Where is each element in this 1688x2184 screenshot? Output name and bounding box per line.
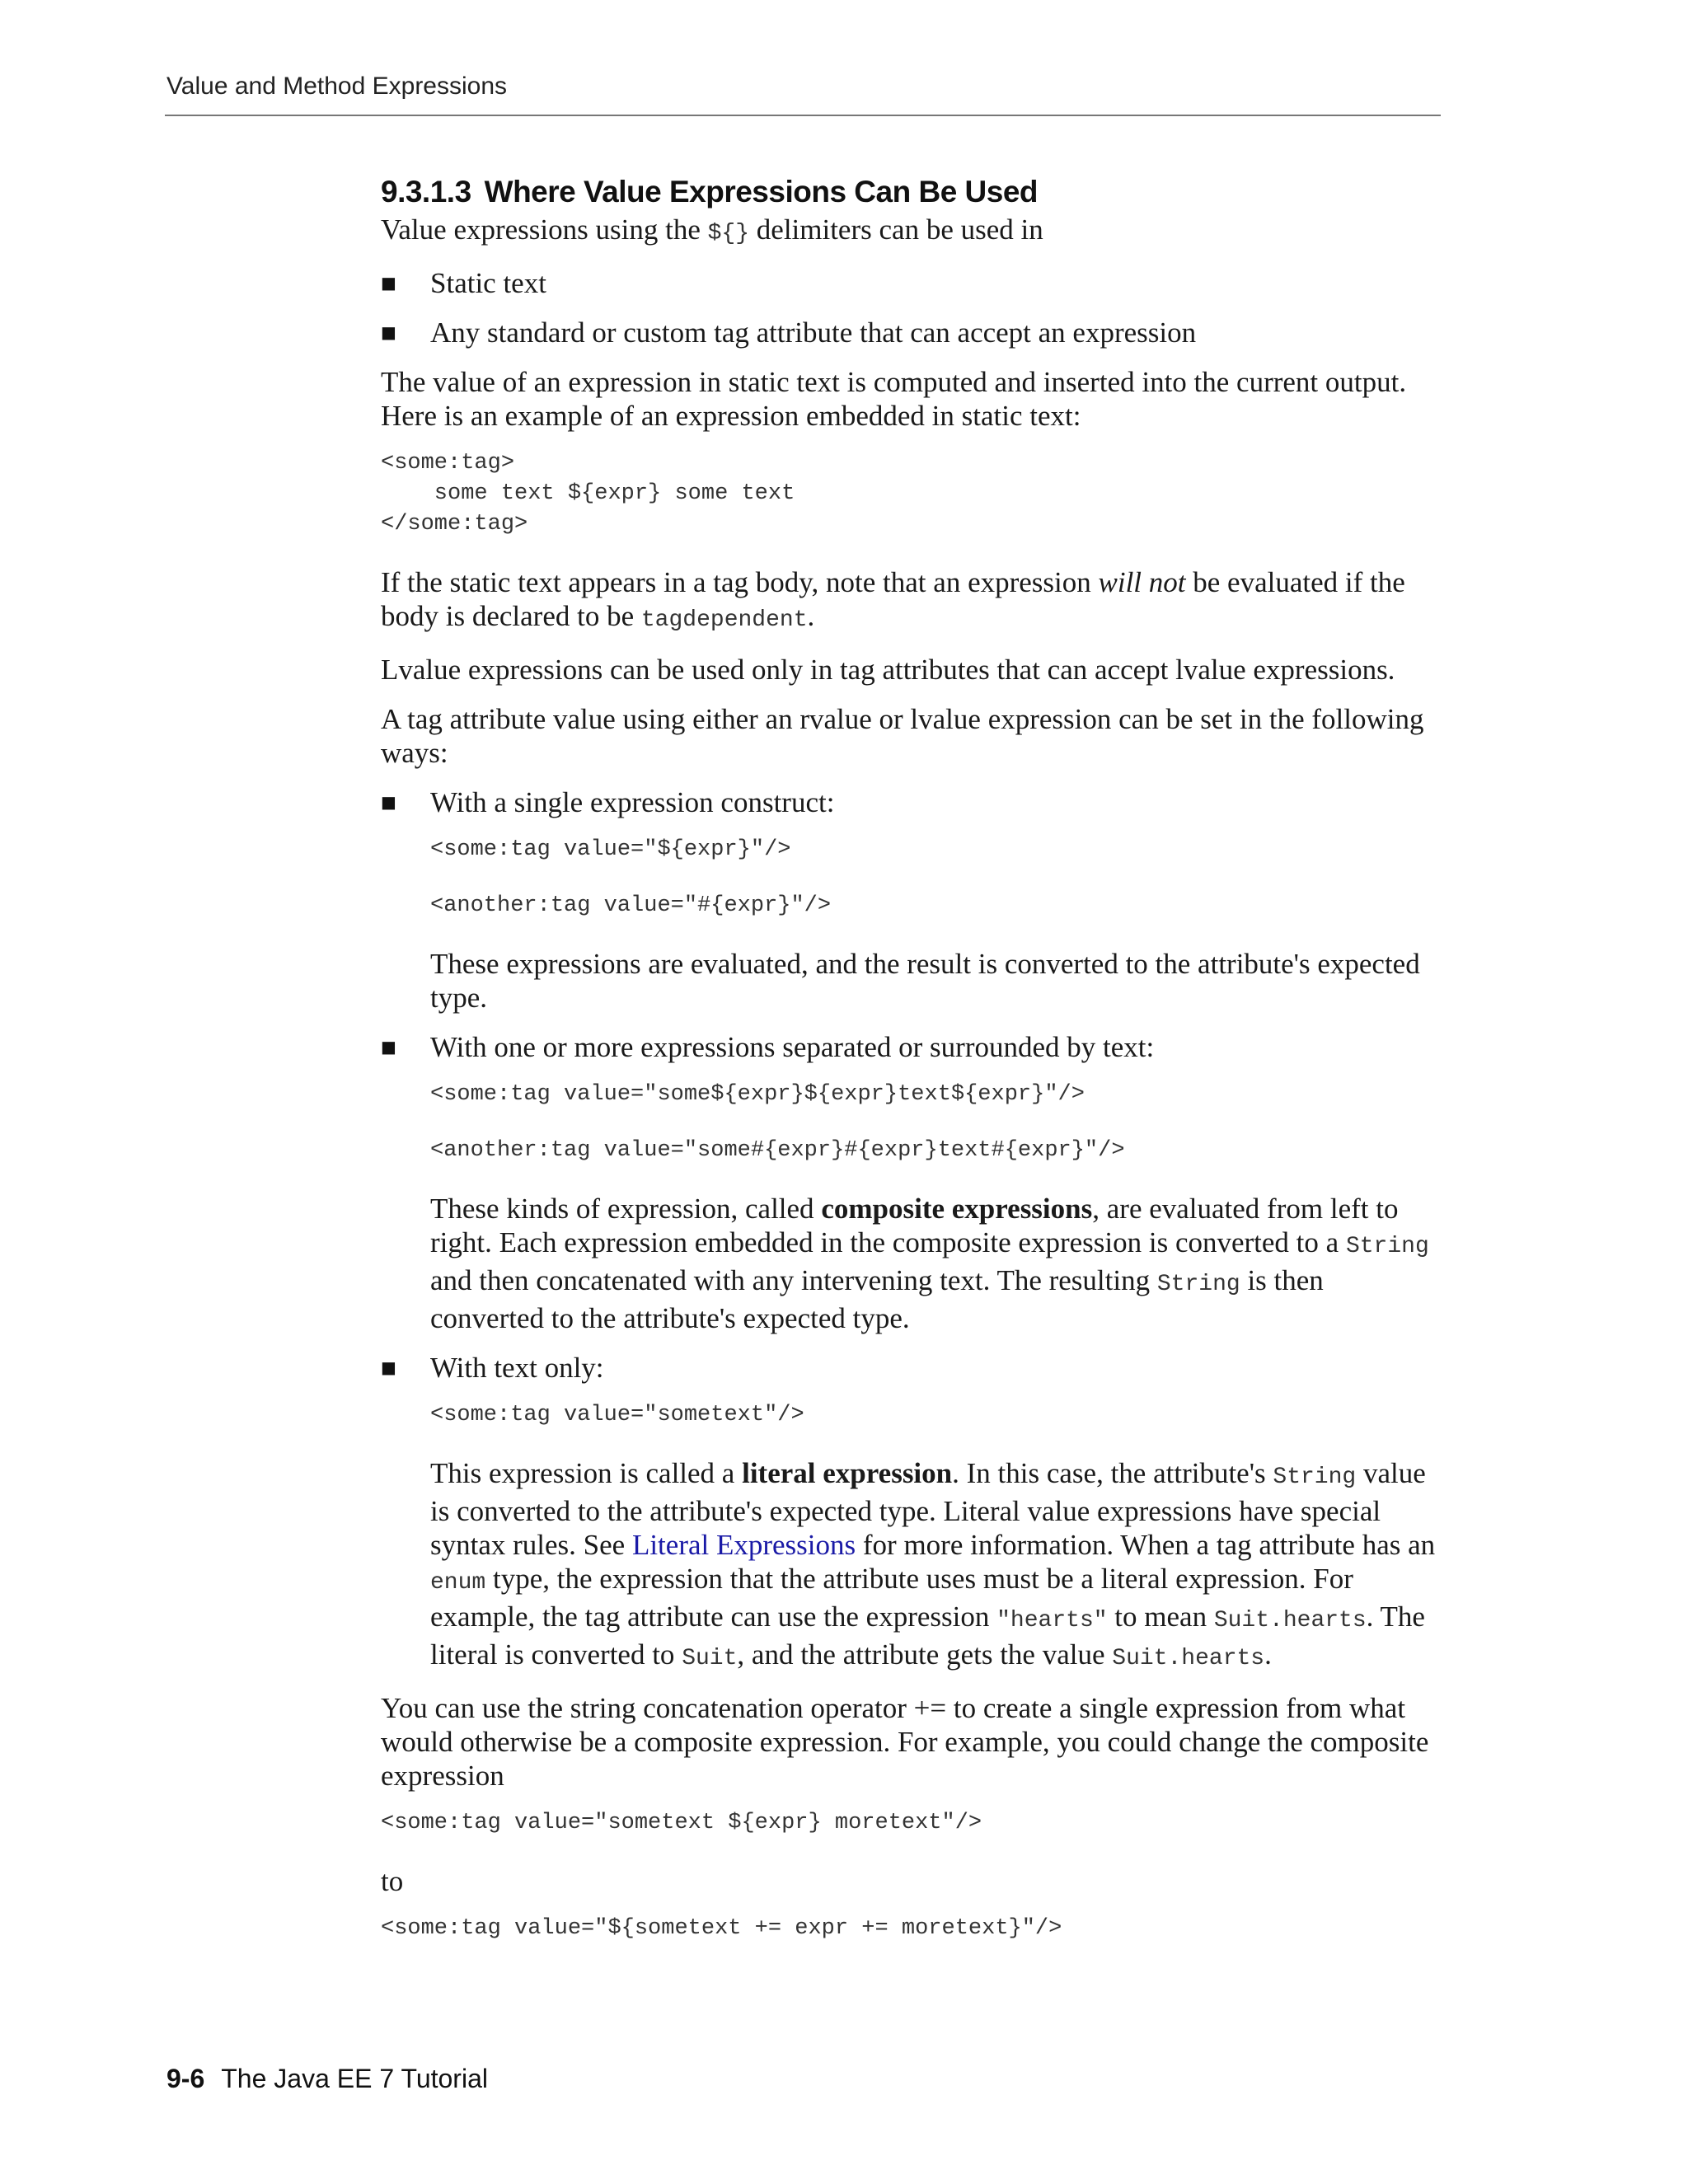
list-item-lead: With a single expression construct: (430, 786, 835, 818)
code-example: <some:tag value="some${expr}${expr}text${expr}"/> (430, 1082, 1085, 1107)
list-item-composite-expression (381, 1030, 1444, 1335)
inline-code: Suit (682, 1646, 738, 1671)
inline-code: tagdependent (640, 607, 808, 633)
text-span: type, the expression that the attribute uses must be a literal expression. For example, the tag attribute can use the expression (430, 1563, 1353, 1633)
list-item-single-expression (381, 785, 1444, 1015)
intro-text-end: delimiters can be used in (749, 213, 1043, 246)
list-item-text: Any standard or custom tag attribute that can accept an expression (430, 316, 1197, 349)
list-item-description (430, 1456, 1444, 1675)
intro-paragraph (381, 213, 1444, 251)
text-span: value is converted to the attribute's expected type. Literal value expressions have special syntax rules. See (430, 1457, 1426, 1561)
concat-paragraph: You can use the string concatenation operator += to create a single expression from what would otherwise be a composite expression. For example, you could change the composite expression (381, 1692, 1429, 1792)
static-text-paragraph: The value of an expression in static text is computed and inserted into the current output. Here is an example of an expression embedded in static text: (381, 366, 1407, 432)
text-span: These kinds of expression, called (430, 1193, 822, 1225)
running-header: Value and Method Expressions (166, 73, 508, 100)
page-body (381, 173, 1444, 1970)
inline-code: enum (430, 1570, 486, 1596)
section-heading (381, 173, 1444, 211)
inline-code: String (1156, 1272, 1240, 1297)
list-item-lead: With one or more expressions separated or surrounded by text: (430, 1031, 1155, 1063)
code-example-concatenated: <some:tag value="${sometext += expr += moretext}"/> (381, 1916, 1062, 1941)
book-title: The Java EE 7 Tutorial (221, 2064, 488, 2093)
tagdependent-paragraph (381, 565, 1444, 637)
text-span: , are evaluated from left to right. Each expression embedded in the composite expression is converted to a (430, 1193, 1399, 1258)
ways-list (381, 785, 1444, 1675)
to-word: to (381, 1865, 404, 1897)
bold-term: composite expressions (821, 1193, 1093, 1225)
literal-expressions-link[interactable]: Literal Expressions (631, 1529, 856, 1561)
list-item-literal-expression (381, 1351, 1444, 1675)
text-span: and then concatenated with any intervening text. The resulting (430, 1264, 1157, 1296)
intro-delimiter-code: ${} (707, 221, 750, 246)
code-example: <some:tag value="${expr}"/> (430, 837, 791, 862)
code-example: <another:tag value="#{expr}"/> (430, 893, 832, 918)
text-span: This expression is called a (430, 1457, 743, 1489)
lvalue-paragraph: Lvalue expressions can be used only in tag attributes that can accept lvalue expressions. (381, 654, 1395, 686)
list-item (381, 316, 1444, 349)
inline-code: Suit.hearts (1112, 1646, 1265, 1671)
code-example-static: <some:tag> some text ${expr} some text </some:tag> (381, 451, 795, 537)
text-span: If the static text appears in a tag body, note that an expression (381, 566, 1099, 598)
bullet-icon: ■ (381, 1037, 396, 1057)
code-example: <another:tag value="some#{expr}#{expr}text#{expr}"/> (430, 1138, 1125, 1163)
list-item-description (430, 1192, 1444, 1335)
list-item-description: These expressions are evaluated, and the result is converted to the attribute's expected type. (430, 948, 1420, 1014)
bullet-icon: ■ (381, 273, 396, 293)
text-span: . In this case, the attribute's (952, 1457, 1273, 1489)
bullet-icon: ■ (381, 792, 396, 812)
text-span: . (807, 600, 815, 632)
code-example: <some:tag value="sometext"/> (430, 1403, 804, 1427)
list-item (381, 266, 1444, 300)
bullet-icon: ■ (381, 322, 396, 342)
text-span: to mean (1107, 1601, 1214, 1633)
text-span: . (1264, 1638, 1272, 1671)
text-span: . The literal is converted to (430, 1601, 1425, 1671)
text-span: be evaluated if the body is declared to be (381, 566, 1405, 632)
ways-paragraph: A tag attribute value using either an rvalue or lvalue expression can be set in the following ways: (381, 703, 1424, 769)
page-number: 9-6 (166, 2064, 205, 2093)
code-example-composite: <some:tag value="sometext ${expr} moretext"/> (381, 1811, 982, 1835)
bullet-icon: ■ (381, 1357, 396, 1377)
text-span: , and the attribute gets the value (737, 1638, 1113, 1671)
text-span: is then converted to the attribute's expected type. (430, 1264, 1324, 1334)
usage-list (381, 266, 1444, 349)
text-span: for more information. When a tag attribute has an (856, 1529, 1436, 1561)
section-title: Where Value Expressions Can Be Used (484, 175, 1039, 209)
inline-code: Suit.hearts (1213, 1608, 1367, 1633)
inline-code: String (1273, 1465, 1357, 1490)
emphasis-text: will not (1098, 566, 1186, 598)
list-item-lead: With text only: (430, 1352, 604, 1384)
list-item-text: Static text (430, 267, 546, 299)
header-divider (165, 115, 1441, 116)
intro-text-start: Value expressions using the (381, 213, 708, 246)
page-footer (166, 2064, 488, 2094)
inline-code: "hearts" (996, 1608, 1108, 1633)
inline-code: String (1345, 1234, 1429, 1259)
bold-term: literal expression (742, 1457, 953, 1489)
section-number: 9.3.1.3 (381, 175, 471, 209)
